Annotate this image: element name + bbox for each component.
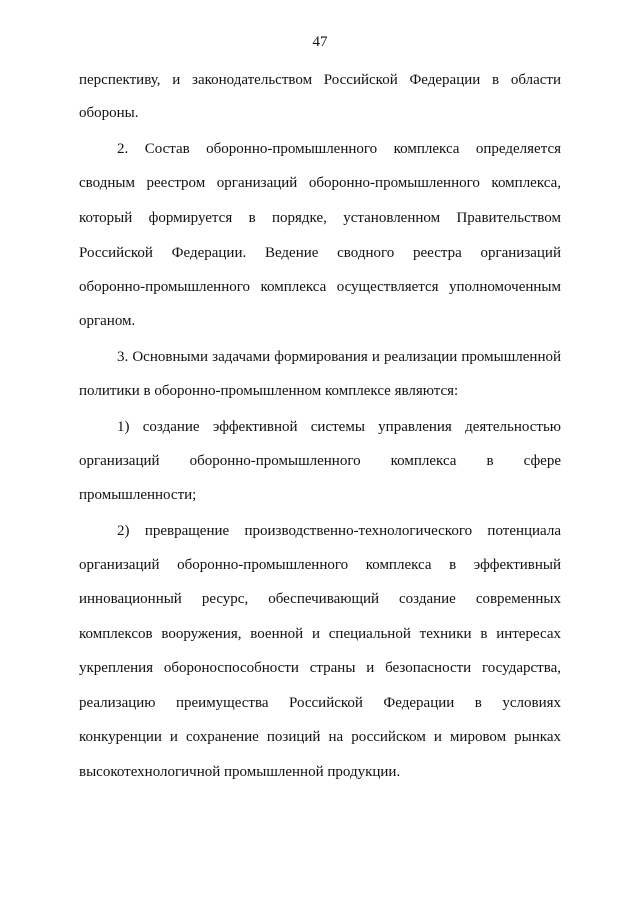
text-line: политики в оборонно-промышленном комплексе являются: [79,383,459,399]
text-line: организаций оборонно-промышленного комплекса в эффективный [79,557,561,573]
text-line: который формируется в порядке, установленном Правительством [79,210,561,226]
text-line: оборонно-промышленного комплекса осуществляется уполномоченным [79,279,561,295]
text-line: 2. Состав оборонно-промышленного комплекса определяется [117,141,561,157]
text-line: инновационный ресурс, обеспечивающий создание современных [79,591,561,607]
text-line: обороны. [79,105,139,121]
text-line: перспективу, и законодательством Российской Федерации в области [79,72,561,88]
text-line: реализацию преимущества Российской Федерации в условиях [79,695,561,711]
page-number: 47 [312,34,328,50]
text-line: организаций оборонно-промышленного комплекса в сфере [79,453,561,469]
text-line: органом. [79,313,136,329]
text-line: промышленности; [79,487,197,503]
text-line: 2) превращение производственно-технологического потенциала [117,523,561,539]
text-line: комплексов вооружения, военной и специальной техники в интересах [79,626,561,642]
text-line: 3. Основными задачами формирования и реализации промышленной [117,349,561,365]
text-line: конкуренции и сохранение позиций на российском и мировом рынках [79,729,561,745]
text-line: сводным реестром организаций оборонно-промышленного комплекса, [79,175,561,191]
text-line: 1) создание эффективной системы управления деятельностью [117,419,561,435]
text-line: Российской Федерации. Ведение сводного реестра организаций [79,245,561,261]
text-line: высокотехнологичной промышленной продукции. [79,764,401,780]
text-line: укрепления обороноспособности страны и безопасности государства, [79,660,561,676]
